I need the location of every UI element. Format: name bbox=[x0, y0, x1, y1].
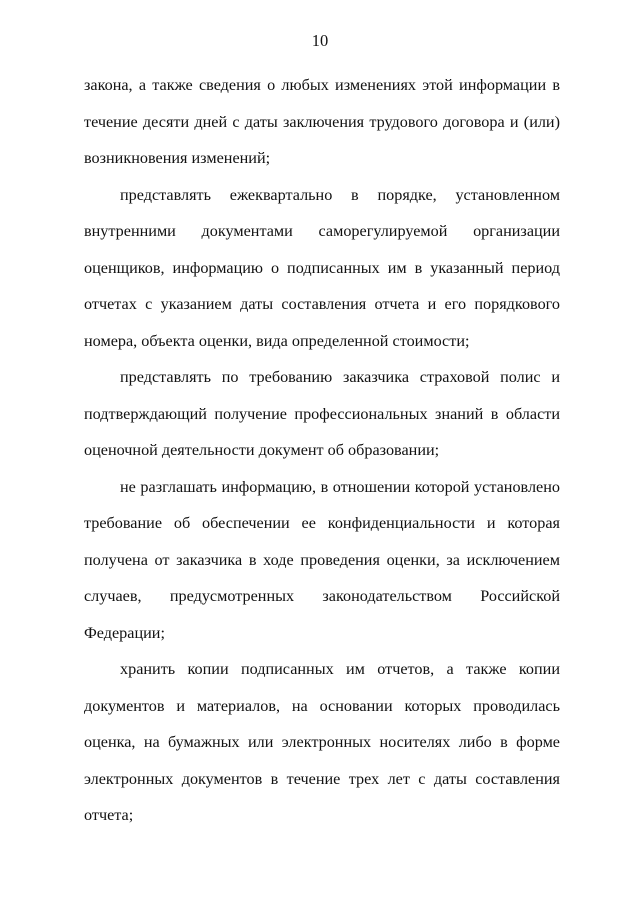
paragraph-quarterly-reports: представлять ежеквартально в порядке, установленном внутренними документами саморегулируемой организации оценщиков, информацию о подписанных им в указанный период отчетах с указанием даты составления отчета и его порядкового номера, объекта оценки, вида определенной стоимости; bbox=[84, 185, 560, 350]
paragraph-continuation: закона, а также сведения о любых изменениях этой информации в течение десяти дней с даты заключения трудового договора и (или) возникновения изменений; bbox=[84, 76, 560, 167]
document-body bbox=[84, 67, 560, 834]
paragraph-confidentiality: не разглашать информацию, в отношении которой установлено требование об обеспечении ее конфиденциальности и которая получена от заказчика в ходе проведения оценки, за исключением случаев, предусмотренных законодательством Российской Федерации; bbox=[84, 477, 560, 642]
paragraph-report-storage: хранить копии подписанных им отчетов, а также копии документов и материалов, на основании которых проводилась оценка, на бумажных или электронных носителях либо в форме электронных документов в течение трех лет с даты составления отчета; bbox=[84, 660, 560, 824]
paragraph-insurance-policy: представлять по требованию заказчика страховой полис и подтверждающий получение профессиональных знаний в области оценочной деятельности документ об образовании; bbox=[84, 368, 560, 459]
page-number: 10 bbox=[311, 31, 329, 50]
